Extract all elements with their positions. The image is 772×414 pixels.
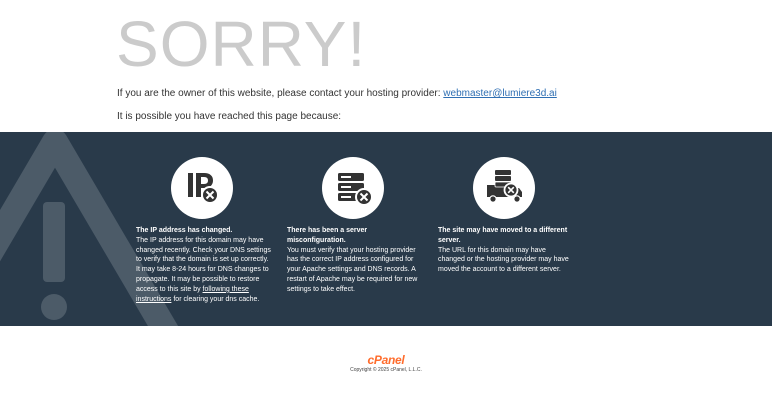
owner-message: [117, 88, 557, 100]
copyright-text: Copyright © 2025 cPanel, L.L.C.: [350, 367, 422, 373]
server-truck-icon: [473, 157, 535, 219]
reason-icon-circle: [322, 157, 384, 219]
cpanel-logo[interactable]: cPanel: [367, 353, 405, 367]
reason-body-end: for clearing your dns cache.: [173, 295, 260, 303]
reason-text: [438, 226, 573, 275]
reason-icon-circle: [473, 157, 535, 219]
reasons-band: [0, 132, 772, 326]
reason-title: The site may have moved to a different server.: [438, 227, 568, 244]
reason-intro: It is possible you have reached this page because:: [117, 111, 342, 122]
header-section: [0, 0, 772, 132]
owner-text: If you are the owner of this website, please contact your hosting provider:: [117, 88, 441, 99]
reason-body: You must verify that your hosting provider has the correct IP address configured for your Apache settings and DNS records. A restart of Apache may be required for new settings to take effect.: [287, 246, 418, 293]
server-error-icon: [322, 157, 384, 219]
footer: [0, 326, 772, 414]
owner-email-link[interactable]: webmaster@lumiere3d.ai: [443, 88, 557, 99]
dns-instructions-link[interactable]: following these instructions: [136, 285, 249, 303]
page-title: SORRY!: [116, 8, 367, 80]
reason-body: The IP address for this domain may have changed recently. Check your DNS settings to verify that the domain is set up correctly. It may take 8-24 hours for DNS changes to propagate. It may be possible to restore access to this site by: [136, 236, 271, 293]
reason-body: The URL for this domain may have changed or the hosting provider may have moved the account to a different server.: [438, 246, 569, 274]
reason-text: [136, 226, 271, 304]
reason-text: [287, 226, 422, 295]
reason-title: The IP address has changed.: [136, 227, 233, 234]
reason-icon-circle: [171, 157, 233, 219]
ip-address-icon: [171, 157, 233, 219]
reason-title: There has been a server misconfiguration.: [287, 227, 368, 244]
